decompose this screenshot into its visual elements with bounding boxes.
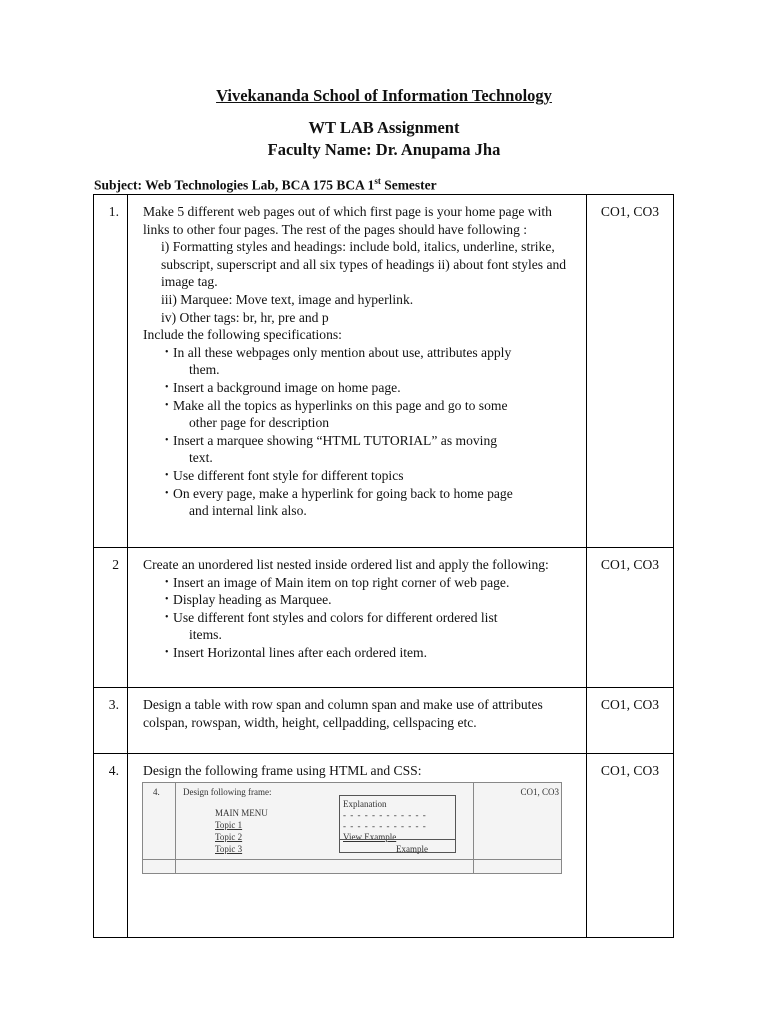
institution-title: Vivekananda School of Information Technology [216,86,552,105]
frame-content-box: Explanation - - - - - - - - - - - - - - - - - - - - - - - - View Example Example [339,795,456,853]
sub-item: i) Formatting styles and headings: include bold, italics, underline, strike, subscript, superscript and all six types of headings ii) about font styles and image tag. [161,239,567,290]
table-row [94,548,674,688]
course-outcome: CO1, CO3 [587,548,674,688]
sub-item: iii) Marquee: Move text, image and hyperlink. [161,291,414,307]
row-intro: Make 5 different web pages out of which first page is your home page with links to other four pages. The rest of the pages should have following : [143,204,552,237]
row-intro: Design the following frame using HTML and CSS: [143,763,422,778]
list-item: • Make all the topics as hyperlinks on this page and go to some other page for description [165,397,580,432]
row-number: 3. [94,688,128,754]
list-item: • In all these webpages only mention about use, attributes apply them. [165,344,580,379]
subject-line: Subject: Web Technologies Lab, BCA 175 BCA 1st Semester [94,176,437,193]
list-item: • Insert a marquee showing “HTML TUTORIAL” as moving text. [165,432,580,467]
row-description [128,688,587,754]
list-item: • Use different font styles and colors for different ordered list items. [165,609,580,644]
course-outcome: CO1, CO3 [587,195,674,548]
table-row [94,754,674,938]
course-outcome: CO1, CO3 [587,754,674,938]
row-number: 4. [94,754,128,938]
sub-item: iv) Other tags: br, hr, pre and p [161,309,329,325]
bullet-list [143,344,580,520]
table-row [94,195,674,548]
row-description [128,754,587,938]
list-item: • Insert a background image on home page. [165,379,580,397]
assignment-title: WT LAB Assignment [308,118,460,137]
row-description [128,548,587,688]
list-item: • Use different font style for different topics [165,467,580,485]
row-intro: Create an unordered list nested inside ordered list and apply the following: [143,557,549,572]
course-outcome: CO1, CO3 [587,688,674,754]
table-row [94,688,674,754]
spec-heading: Include the following specifications: [143,327,342,343]
row-number: 2 [94,548,128,688]
frame-menu: MAIN MENU Topic 1 Topic 2 Topic 3 [215,807,268,854]
faculty-name: Faculty Name: Dr. Anupama Jha [267,140,501,159]
row-number: 1. [94,195,128,548]
bullet-list [143,574,580,662]
list-item: • Insert Horizontal lines after each ordered item. [165,644,580,662]
assignment-table [93,194,674,938]
row-intro: Design a table with row span and column span and make use of attributes colspan, rowspan, width, height, cellpadding, cellspacing etc. [143,697,543,730]
list-item: • Display heading as Marquee. [165,591,580,609]
list-item: • On every page, make a hyperlink for going back to home page and internal link also. [165,485,580,520]
row-description [128,195,587,548]
frame-example-image: 4. Design following frame: CO1, CO3 MAIN MENU Topic 1 Topic 2 Topic 3 Explanation - - - - - - - - - - - - - - - - - - - - - - - - View Example Example [142,782,562,874]
list-item: • Insert an image of Main item on top right corner of web page. [165,574,580,592]
